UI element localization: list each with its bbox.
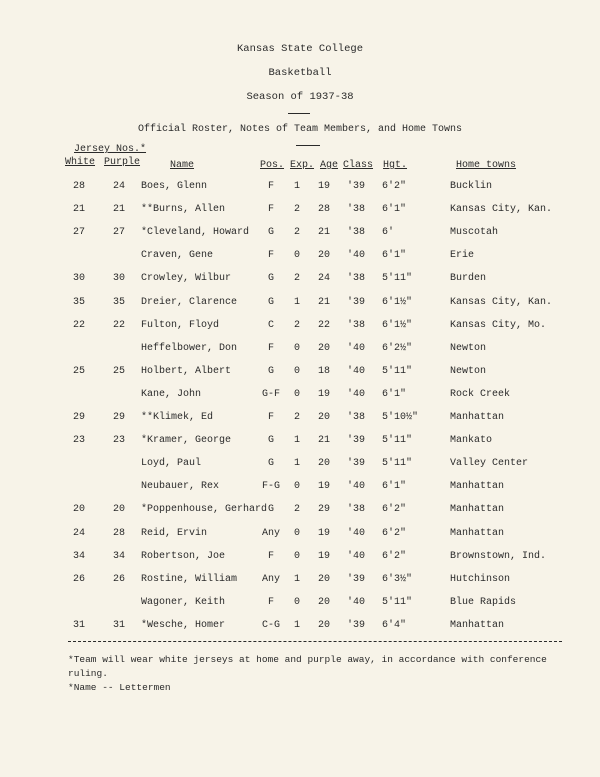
age: 19 [317, 388, 330, 400]
experience: 2 [293, 204, 300, 216]
height: 5'11" [382, 273, 413, 285]
experience: 0 [293, 550, 300, 562]
table-row [0, 320, 600, 336]
experience: 0 [293, 527, 300, 539]
roster-subtitle: Official Roster, Notes of Team Members, and Home Towns [137, 124, 463, 135]
position: C-G [261, 619, 280, 631]
player-name: Kane, John [141, 388, 202, 400]
home-town: Kansas City, Mo. [450, 319, 547, 331]
age-header: Age [320, 160, 339, 171]
age: 20 [317, 573, 330, 585]
purple-jersey: 27 [112, 227, 125, 239]
purple-jersey: 25 [112, 365, 125, 377]
table-row [0, 389, 600, 405]
table-row [0, 481, 600, 497]
home-town: Manhattan [450, 527, 505, 539]
position: G [267, 458, 274, 470]
height: 6'1" [382, 250, 407, 262]
position: F [267, 204, 274, 216]
position: F [267, 596, 274, 608]
height: 6'1" [382, 481, 407, 493]
class-year: '40 [346, 596, 365, 608]
purple-jersey: 34 [112, 550, 125, 562]
player-name: Craven, Gene [141, 250, 214, 262]
experience: 0 [293, 388, 300, 400]
class-year: '39 [346, 181, 365, 192]
position: G [267, 227, 274, 239]
home-town: Rock Creek [450, 388, 511, 400]
white-jersey: 20 [72, 504, 85, 516]
home-town: Kansas City, Kan. [450, 204, 553, 216]
age: 19 [317, 181, 330, 192]
purple-jersey: 21 [112, 204, 125, 216]
player-name: Crowley, Wilbur [141, 273, 232, 285]
jersey-footnote: *Team will wear white jerseys at home and purple away, in accordance with conference ruling. [68, 654, 547, 679]
season-title: Season of 1937-38 [246, 91, 354, 103]
height: 6'4" [382, 619, 407, 631]
table-row [0, 412, 600, 428]
subtitle-divider [296, 145, 320, 146]
position: G-F [261, 388, 280, 400]
class-year: '40 [346, 365, 365, 377]
class-year: '40 [346, 481, 365, 493]
height: 6'2" [382, 181, 407, 192]
player-name: Rostine, William [141, 573, 238, 585]
player-name: Wagoner, Keith [141, 596, 226, 608]
experience: 0 [293, 481, 300, 493]
age: 19 [317, 550, 330, 562]
home-town: Newton [450, 342, 487, 354]
player-name: Robertson, Joe [141, 550, 226, 562]
white-jersey: 27 [72, 227, 85, 239]
purple-jersey: 35 [112, 296, 125, 308]
experience: 1 [293, 435, 300, 447]
table-row [0, 343, 600, 359]
position: F-G [261, 481, 280, 493]
height: 6'2" [382, 550, 407, 562]
height: 5'11" [382, 596, 413, 608]
position: G [267, 365, 274, 377]
age: 21 [317, 227, 330, 239]
position: G [267, 435, 274, 447]
player-name: **Burns, Allen [141, 204, 226, 216]
purple-jersey: 30 [112, 273, 125, 285]
height: 6'1½" [382, 319, 413, 331]
player-name: Heffelbower, Don [141, 342, 238, 354]
height: 6'1" [382, 388, 407, 400]
age: 20 [317, 596, 330, 608]
purple-header: Purple [104, 157, 141, 168]
class-year: '38 [346, 227, 365, 239]
purple-jersey: 28 [112, 527, 125, 539]
home-town: Manhattan [450, 412, 505, 423]
table-row [0, 273, 600, 289]
white-jersey: 22 [72, 319, 85, 331]
age: 18 [317, 365, 330, 377]
height: 6'1" [382, 204, 407, 216]
home-towns-header: Home towns [456, 160, 517, 171]
table-row [0, 504, 600, 520]
home-town: Valley Center [450, 458, 529, 470]
age: 20 [317, 412, 330, 423]
position: F [267, 550, 274, 562]
class-year: '38 [346, 412, 365, 423]
white-jersey: 28 [72, 181, 85, 192]
home-town: Manhattan [450, 619, 505, 631]
home-town: Kansas City, Kan. [450, 296, 553, 308]
age: 20 [317, 619, 330, 631]
experience: 1 [293, 573, 300, 585]
table-row [0, 297, 600, 313]
experience: 0 [293, 596, 300, 608]
class-year: '39 [346, 619, 365, 631]
table-row [0, 620, 600, 636]
height: 5'10½" [382, 412, 419, 423]
purple-jersey: 26 [112, 573, 125, 585]
white-jersey: 26 [72, 573, 85, 585]
table-row [0, 204, 600, 220]
white-jersey: 23 [72, 435, 85, 447]
age: 19 [317, 527, 330, 539]
home-town: Manhattan [450, 481, 505, 493]
table-row [0, 366, 600, 382]
table-row [0, 574, 600, 590]
hgt-header: Hgt. [383, 160, 408, 171]
purple-jersey: 22 [112, 319, 125, 331]
age: 24 [317, 273, 330, 285]
class-year: '39 [346, 573, 365, 585]
class-year: '39 [346, 458, 365, 470]
age: 22 [317, 319, 330, 331]
player-name: Fulton, Floyd [141, 319, 220, 331]
player-name: Boes, Glenn [141, 181, 208, 192]
class-year: '39 [346, 435, 365, 447]
position: F [267, 412, 274, 423]
home-town: Muscotah [450, 227, 499, 239]
position: F [267, 250, 274, 262]
white-jersey: 25 [72, 365, 85, 377]
name-header: Name [170, 160, 195, 171]
pos-header: Pos. [260, 160, 285, 171]
height: 6'1½" [382, 296, 413, 308]
height: 5'11" [382, 458, 413, 470]
white-header: White [65, 157, 96, 168]
height: 6'2" [382, 527, 407, 539]
position: Any [261, 527, 280, 539]
player-name: *Wesche, Homer [141, 619, 226, 631]
height: 6'2½" [382, 342, 413, 354]
age: 20 [317, 458, 330, 470]
class-year: '40 [346, 342, 365, 354]
class-year: '38 [346, 204, 365, 216]
college-name: Kansas State College [236, 43, 364, 55]
purple-jersey: 31 [112, 619, 125, 631]
home-town: Mankato [450, 435, 493, 447]
white-jersey: 21 [72, 204, 85, 216]
player-name: *Poppenhouse, Gerhard [141, 504, 268, 516]
table-row [0, 551, 600, 567]
class-year: '40 [346, 250, 365, 262]
white-jersey: 30 [72, 273, 85, 285]
age: 20 [317, 250, 330, 262]
player-name: Neubauer, Rex [141, 481, 220, 493]
home-town: Blue Rapids [450, 596, 517, 608]
white-jersey: 24 [72, 527, 85, 539]
purple-jersey: 29 [112, 412, 125, 423]
home-town: Hutchinson [450, 573, 511, 585]
player-name: *Kramer, George [141, 435, 232, 447]
player-name: Holbert, Albert [141, 365, 232, 377]
experience: 2 [293, 504, 300, 516]
title-divider [288, 113, 310, 114]
class-year: '38 [346, 273, 365, 285]
table-row [0, 250, 600, 266]
experience: 1 [293, 619, 300, 631]
position: C [267, 319, 274, 331]
experience: 1 [293, 181, 300, 192]
player-name: Reid, Ervin [141, 527, 208, 539]
position: G [267, 504, 274, 516]
experience: 2 [293, 273, 300, 285]
height: 5'11" [382, 365, 413, 377]
purple-jersey: 23 [112, 435, 125, 447]
exp-header: Exp. [290, 160, 315, 171]
home-town: Bucklin [450, 181, 493, 192]
experience: 0 [293, 342, 300, 354]
position: G [267, 296, 274, 308]
table-row [0, 528, 600, 544]
class-year: '38 [346, 319, 365, 331]
height: 5'11" [382, 435, 413, 447]
class-year: '38 [346, 504, 365, 516]
position: Any [261, 573, 280, 585]
white-jersey: 31 [72, 619, 85, 631]
player-name: *Cleveland, Howard [141, 227, 250, 239]
table-row [0, 597, 600, 613]
footer-rule [68, 641, 562, 642]
table-row [0, 435, 600, 451]
table-row [0, 227, 600, 243]
experience: 2 [293, 227, 300, 239]
class-year: '40 [346, 527, 365, 539]
age: 19 [317, 481, 330, 493]
jersey-nos-header: Jersey Nos.* [74, 144, 147, 155]
white-jersey: 34 [72, 550, 85, 562]
white-jersey: 35 [72, 296, 85, 308]
player-name: Dreier, Clarence [141, 296, 238, 308]
home-town: Brownstown, Ind. [450, 550, 547, 562]
experience: 1 [293, 296, 300, 308]
table-row [0, 181, 600, 197]
purple-jersey: 24 [112, 181, 125, 192]
experience: 2 [293, 412, 300, 423]
table-row [0, 458, 600, 474]
class-year: '40 [346, 388, 365, 400]
sport-title: Basketball [268, 67, 332, 79]
position: F [267, 181, 274, 192]
age: 20 [317, 342, 330, 354]
experience: 2 [293, 319, 300, 331]
height: 6'2" [382, 504, 407, 516]
position: F [267, 342, 274, 354]
player-name: Loyd, Paul [141, 458, 202, 470]
home-town: Newton [450, 365, 487, 377]
purple-jersey: 20 [112, 504, 125, 516]
white-jersey: 29 [72, 412, 85, 423]
height: 6'3½" [382, 573, 413, 585]
class-year: '40 [346, 550, 365, 562]
age: 21 [317, 435, 330, 447]
age: 29 [317, 504, 330, 516]
letterman-footnote: *Name -- Lettermen [68, 682, 171, 693]
class-header: Class [343, 160, 374, 171]
age: 28 [317, 204, 330, 216]
home-town: Burden [450, 273, 487, 285]
experience: 0 [293, 250, 300, 262]
experience: 1 [293, 458, 300, 470]
class-year: '39 [346, 296, 365, 308]
position: G [267, 273, 274, 285]
player-name: **Klimek, Ed [141, 412, 214, 423]
age: 21 [317, 296, 330, 308]
experience: 0 [293, 365, 300, 377]
height: 6' [382, 227, 395, 239]
home-town: Manhattan [450, 504, 505, 516]
home-town: Erie [450, 250, 475, 262]
